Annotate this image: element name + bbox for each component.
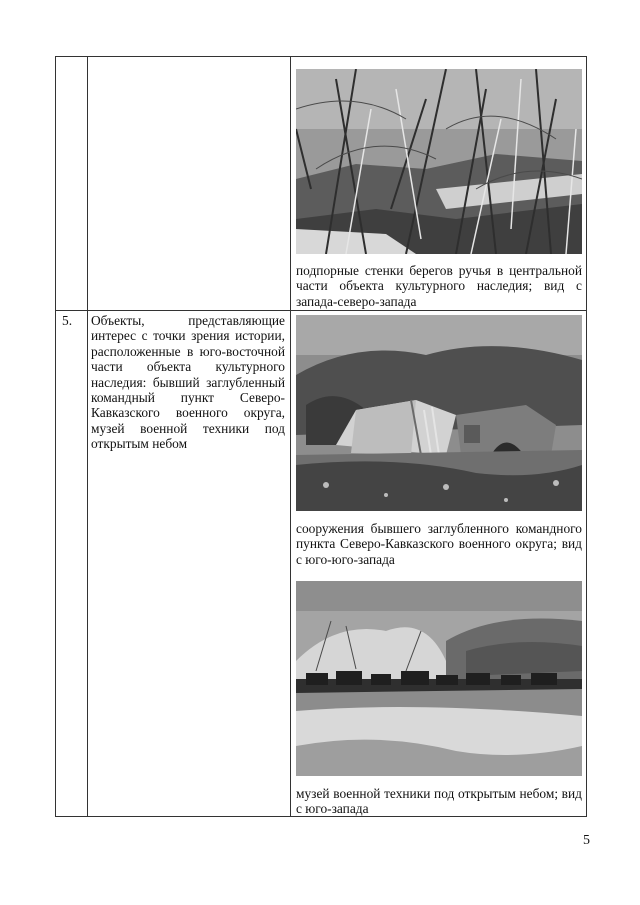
photo-retaining-walls [296, 69, 582, 254]
photo-military-museum [296, 581, 582, 776]
document-table [55, 56, 587, 817]
column-divider-description [290, 57, 291, 816]
photo-caption-retaining-walls: подпорные стенки берегов ручья в центральной части объекта культурного наследия; вид с запада-северо-запада [296, 263, 582, 309]
row-divider [56, 310, 586, 311]
photo-caption-military-museum: музей военной техники под открытым небом; вид с юго-запада [296, 786, 582, 817]
photo-caption-command-post: сооружения бывшего заглубленного командного пункта Северо-Кавказского военного округа; вид с юго-юго-запада [296, 521, 582, 567]
object-description: Объекты, представляющие интерес с точки зрения истории, расположенные в юго-восточной части объекта культурного наследия: бывший заглубленный командный пункт Северо-Кавказского военного округа, музей военной техники под открытым небом [91, 313, 285, 452]
photo-command-post [296, 315, 582, 511]
photo-retaining-walls-image [296, 69, 582, 254]
row-number: 5. [62, 313, 73, 328]
photo-military-museum-image [296, 581, 582, 776]
page-number: 5 [583, 833, 590, 848]
column-divider-number [87, 57, 88, 816]
photo-command-post-image [296, 315, 582, 511]
